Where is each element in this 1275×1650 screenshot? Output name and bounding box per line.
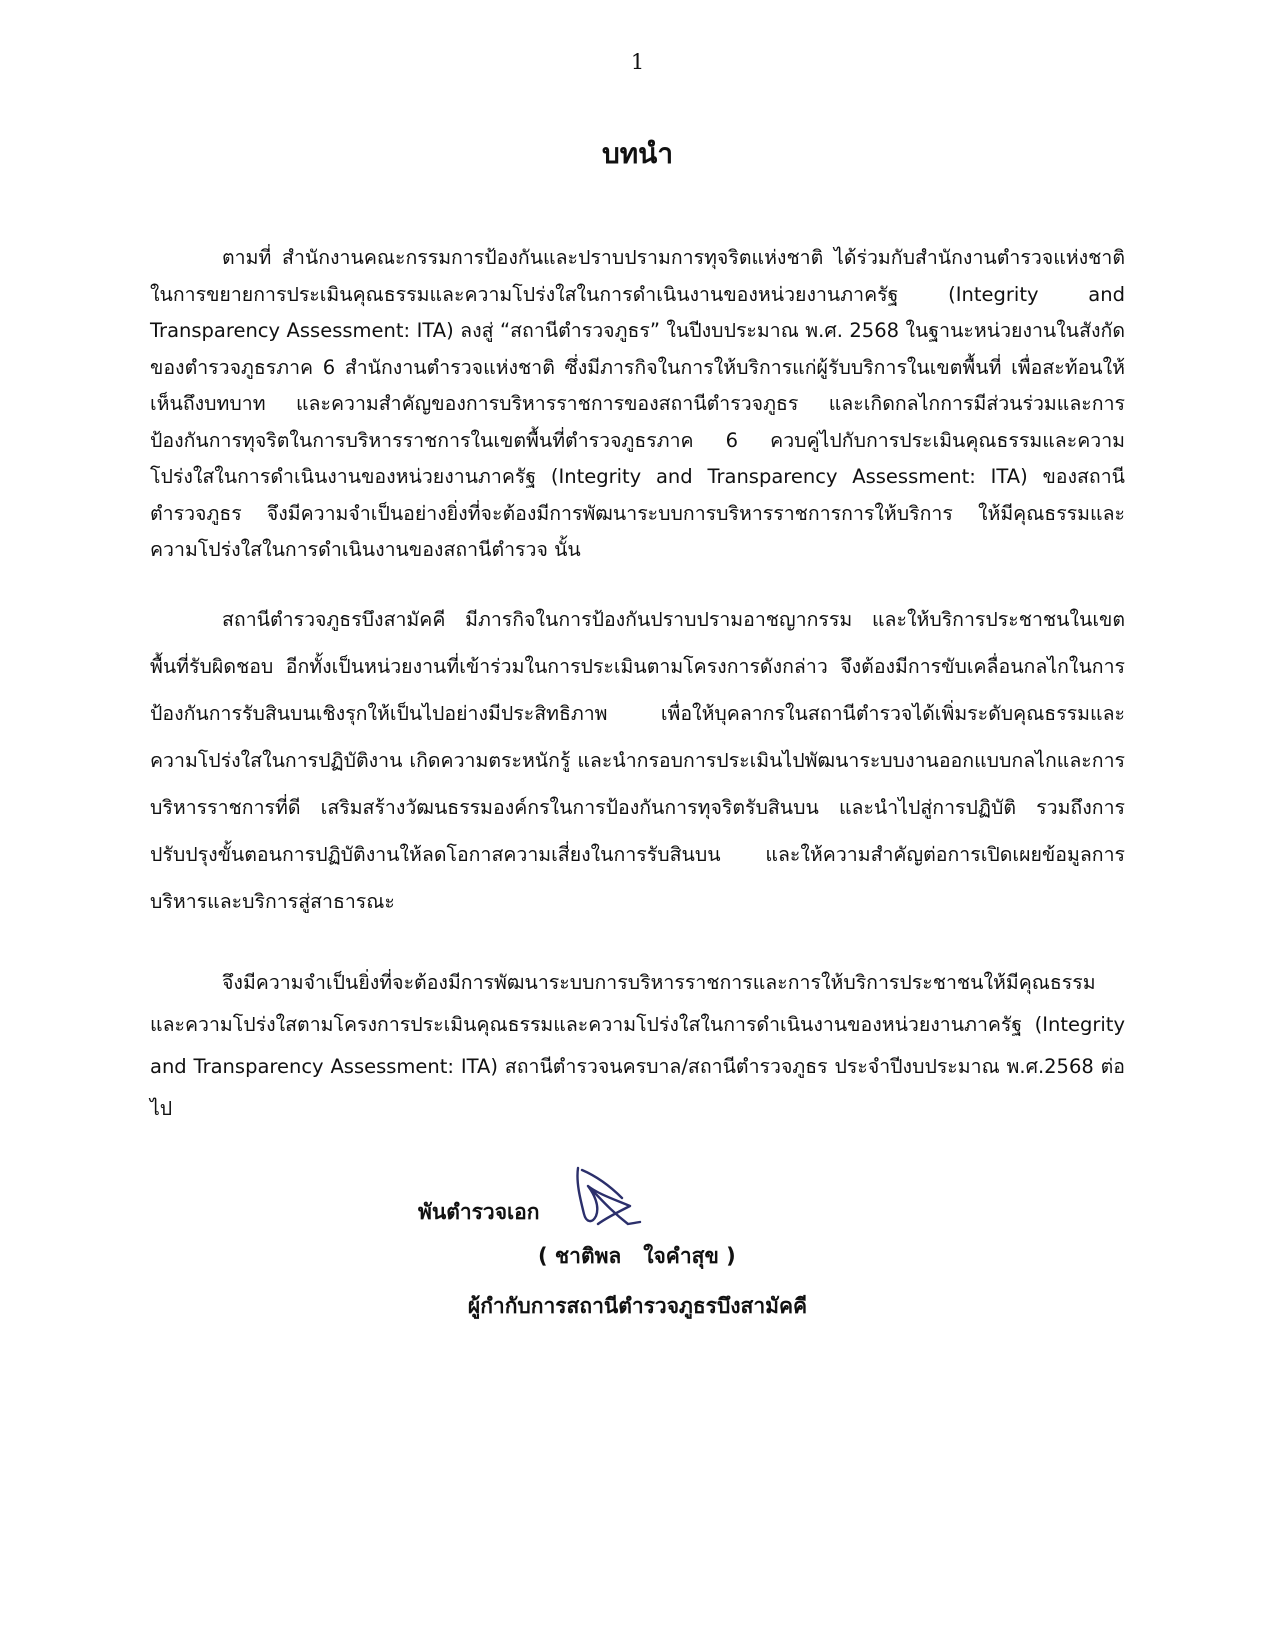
paragraph-3: จึงมีความจำเป็นยิ่งที่จะต้องมีการพัฒนาระบบการบริหารราชการและการให้บริการประชาชนให้มีคุณธรรมและความโปร่งใสตามโครงการประเมินคุณธรรมและความโปร่งใสในการดำเนินงานของหน่วยงานภาครัฐ (Integrity and Transparency Assessment: ITA) สถานีตำรวจนครบาล/สถานีตำรวจภูธร ประจำปีงบประมาณ พ.ศ.2568 ต่อไป (150, 971, 1125, 1120)
paragraph-2: สถานีตำรวจภูธรบึงสามัคคี มีภารกิจในการป้องกันปราบปรามอาชญากรรม และให้บริการประชาชนในเขตพื้นที่รับผิดชอบ อีกทั้งเป็นหน่วยงานที่เข้าร่วมในการประเมินตามโครงการดังกล่าว จึงต้องมีการขับเคลื่อนกลไกในการป้องกันการรับสินบนเชิงรุกให้เป็นไปอย่างมีประสิทธิภาพ เพื่อให้บุคลากรในสถานีตำรวจได้เพิ่มระดับคุณธรรมและความโปร่งใสในการปฏิบัติงาน เกิดความตระหนักรู้ และนำกรอบการประเมินไปพัฒนาระบบงานออกแบบกลไกและการบริหารราชการที่ดี เสริมสร้างวัฒนธรรมองค์กรในการป้องกันการทุจริตรับสินบน และนำไปสู่การปฏิบัติ รวมถึงการปรับปรุงขั้นตอนการปฏิบัติงานให้ลดโอกาสความเสี่ยงในการรับสินบน และให้ความสำคัญต่อการเปิดเผยข้อมูลการบริหารและบริการสู่สาธารณะ (150, 608, 1125, 913)
handwritten-signature (570, 1164, 650, 1228)
signer-position: ผู้กำกับการสถานีตำรวจภูธรบึงสามัคคี (467, 1294, 808, 1318)
document-title: บทนำ (601, 137, 674, 170)
page-number: 1 (630, 50, 645, 74)
paragraph-1: ตามที่ สำนักงานคณะกรรมการป้องกันและปราบปรามการทุจริตแห่งชาติ ได้ร่วมกับสำนักงานตำรวจแห่งชาติ ในการขยายการประเมินคุณธรรมและความโปร่งใสในการดำเนินงานของหน่วยงานภาครัฐ (Integrity and Transparency Assessment: ITA) ลงสู่ “สถานีตำรวจภูธร” ในปีงบประมาณ พ.ศ. 2568 ในฐานะหน่วยงานในสังกัดของตำรวจภูธรภาค 6 สำนักงานตำรวจแห่งชาติ ซึ่งมีภารกิจในการให้บริการแก่ผู้รับบริการในเขตพื้นที่ เพื่อสะท้อนให้เห็นถึงบทบาท และความสำคัญของการบริหารราชการของสถานีตำรวจภูธร และเกิดกลไกการมีส่วนร่วมและการป้องกันการทุจริตในการบริหารราชการในเขตพื้นที่ตำรวจภูธรภาค 6 ควบคู่ไปกับการประเมินคุณธรรมและความโปร่งใสในการดำเนินงานของหน่วยงานภาครัฐ (Integrity and Transparency Assessment: ITA) ของสถานีตำรวจภูธร จึงมีความจำเป็นอย่างยิ่งที่จะต้องมีการพัฒนาระบบการบริหารราชการการให้บริการ ให้มีคุณธรรมและความโปร่งใสในการดำเนินงานของสถานีตำรวจ นั้น (150, 246, 1125, 561)
signer-rank: พันตำรวจเอก (418, 1200, 540, 1224)
signer-name: ( ชาติพล ใจคำสุข ) (538, 1244, 736, 1268)
